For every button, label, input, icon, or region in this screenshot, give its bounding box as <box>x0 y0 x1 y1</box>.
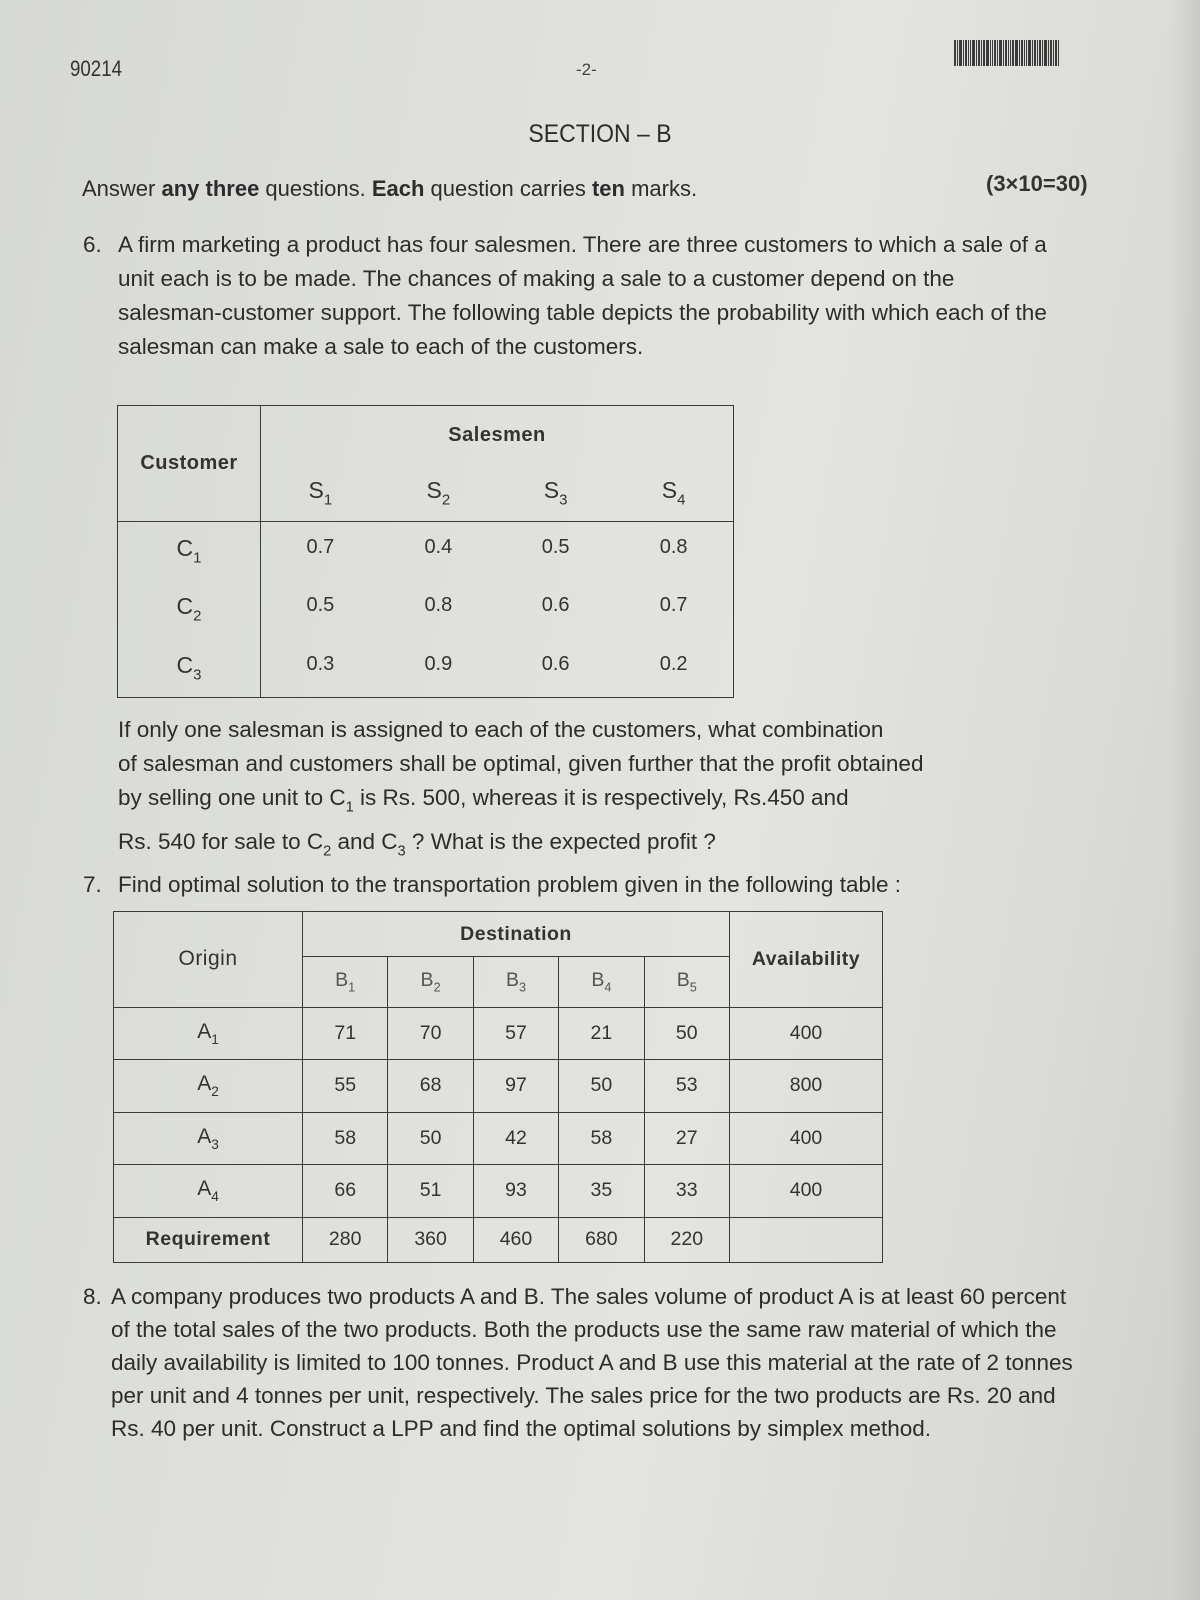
cell: 27 <box>644 1112 729 1164</box>
cell: 460 <box>473 1217 558 1262</box>
cell: 53 <box>644 1060 729 1112</box>
question-text: Find optimal solution to the transportation problem given in the following table : <box>118 872 901 897</box>
cell: 0.9 <box>380 639 497 698</box>
question-text: A firm marketing a product has four salesmen. There are three customers to which a sale of a unit each is to be made. The chances of making a sale to a customer depend on the salesman-customer support. The following table depicts the probability with which each of the salesman can make a sale to each of the customers. <box>118 232 1047 359</box>
table-row <box>118 639 734 698</box>
question-text: A company produces two products A and B. The sales volume of product A is at least 60 percent of the total sales of the two products. Both the products use the same raw material of which the daily availability is limited to 100 tonnes. Product A and B use this material at the rate of 2 tonnes per unit and 4 tonnes per unit, respectively. The sales price for the two products are Rs. 20 and Rs. 40 per unit. Construct a LPP and find the optimal solutions by simplex method. <box>111 1284 1073 1441</box>
cell: 42 <box>473 1112 558 1164</box>
table-row <box>114 1165 883 1217</box>
section-instruction: Answer any three questions. Each question carries ten marks. <box>82 176 698 201</box>
row-label: $A_3$ <box>114 1112 303 1164</box>
cell: 21 <box>559 1007 644 1059</box>
availability-cell: 400 <box>730 1007 883 1059</box>
table-row <box>114 1060 883 1112</box>
cell: 0.4 <box>424 535 453 558</box>
availability-cell: 800 <box>730 1060 883 1112</box>
cell: 58 <box>303 1112 388 1164</box>
table-row <box>114 1112 883 1164</box>
cell: 0.7 <box>614 580 733 639</box>
row-label: $C_1$ <box>118 521 261 580</box>
row-label: $C_3$ <box>118 639 261 698</box>
cell: 0.5 <box>541 535 570 558</box>
table-row <box>114 1007 883 1059</box>
cell: 50 <box>644 1007 729 1059</box>
cell: 33 <box>644 1165 729 1217</box>
section-title: SECTION – B <box>528 120 672 148</box>
cell: 68 <box>388 1060 473 1112</box>
row-label: $C_2$ <box>118 580 261 639</box>
cell: 71 <box>303 1007 388 1059</box>
availability-cell: 400 <box>730 1165 883 1217</box>
question-6-follow-up: If only one salesman is assigned to each of the customers, what combination of salesman and customers shall be optimal, given further that the profit obtained by selling one unit to $C_1$ is Rs. 500, whereas it is respectively, Rs.450 and Rs. 540 for sale to $C_2$ and $C_3$ ? What is the expected profit ? <box>118 717 924 860</box>
cell: 220 <box>644 1217 729 1262</box>
column-header: $B_2$ <box>388 957 473 1007</box>
question-number: 8. <box>83 1284 102 1309</box>
row-label: $A_4$ <box>114 1165 303 1217</box>
table-row <box>118 580 734 639</box>
row-header: Origin <box>114 912 303 1008</box>
cell: 360 <box>388 1217 473 1262</box>
column-header: $S_3$ <box>497 464 614 521</box>
column-group-header: Salesmen <box>261 406 734 465</box>
cell: 97 <box>473 1060 558 1112</box>
section-marks: (3×10=30) <box>986 171 1088 196</box>
salesmen-probability-table <box>117 405 734 698</box>
question-8 <box>83 1280 1073 1445</box>
transportation-table <box>113 911 883 1263</box>
availability-cell: 400 <box>730 1112 883 1164</box>
column-header: $B_1$ <box>303 957 388 1007</box>
table-row <box>118 521 734 580</box>
question-6 <box>83 228 1063 364</box>
column-group-header: Destination <box>303 912 730 957</box>
cell: 50 <box>559 1060 644 1112</box>
cell: 0.7 <box>306 535 335 558</box>
column-header: $S_1$ <box>261 464 380 521</box>
question-number: 7. <box>83 872 102 897</box>
cell: 0.2 <box>614 639 733 698</box>
cell: 0.8 <box>424 593 453 616</box>
cell: 93 <box>473 1165 558 1217</box>
cell: 280 <box>303 1217 388 1262</box>
row-label: $A_1$ <box>114 1007 303 1059</box>
paper-code: 90214 <box>70 56 123 81</box>
cell: 70 <box>388 1007 473 1059</box>
cell: 57 <box>473 1007 558 1059</box>
cell: 66 <box>303 1165 388 1217</box>
row-header: Customer <box>118 406 261 522</box>
cell: 680 <box>559 1217 644 1262</box>
question-7 <box>83 872 901 898</box>
page-edge-shadow <box>1170 0 1200 1600</box>
barcode-icon <box>954 40 1110 66</box>
cell: 35 <box>559 1165 644 1217</box>
column-header: $B_5$ <box>644 957 729 1007</box>
cell: 0.6 <box>497 639 614 698</box>
column-header: $S_4$ <box>614 464 733 521</box>
requirement-row <box>114 1217 883 1262</box>
cell: 0.8 <box>614 521 733 580</box>
cell: 0.5 <box>306 593 335 616</box>
cell: 50 <box>388 1112 473 1164</box>
page-number: -2- <box>576 60 597 79</box>
row-label: $A_2$ <box>114 1060 303 1112</box>
cell: 0.6 <box>541 593 570 616</box>
availability-header: Availability <box>730 912 883 1008</box>
cell: 58 <box>559 1112 644 1164</box>
column-header: $B_3$ <box>473 957 558 1007</box>
column-header: $S_2$ <box>380 464 497 521</box>
requirement-label: Requirement <box>114 1217 303 1262</box>
empty-cell <box>730 1217 883 1262</box>
question-number: 6. <box>83 232 102 257</box>
column-header: $B_4$ <box>559 957 644 1007</box>
cell: 55 <box>303 1060 388 1112</box>
cell: 0.3 <box>261 639 380 698</box>
cell: 51 <box>388 1165 473 1217</box>
